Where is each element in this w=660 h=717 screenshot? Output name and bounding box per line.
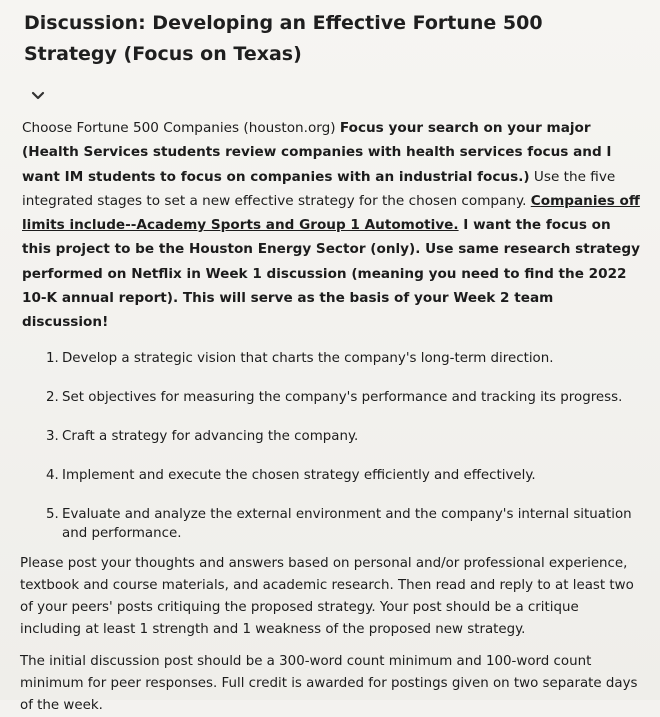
stages-list xyxy=(20,349,636,543)
list-item-number: 2. xyxy=(46,389,59,405)
list-item-text: Implement and execute the chosen strategy efficiently and effectively. xyxy=(62,467,536,483)
list-item-number: 3. xyxy=(46,428,59,444)
list-item xyxy=(46,505,636,543)
off-limits-text: Companies off limits include--Academy Sports and Group 1 Automotive. xyxy=(22,192,640,234)
word-count-requirements: The initial discussion post should be a 300-word count minimum and 100-word count minimum for peer responses. Full credit is awarded for postings given on two separate days of the week. xyxy=(20,653,638,713)
post-instructions: Please post your thoughts and answers based on personal and/or professional experience, textbook and course materials, and academic research. Then read and reply to at least two of your peers' posts critiquing the proposed strategy. Your post should be a critique including at least 1 strength and 1 weakness of the proposed new strategy. xyxy=(20,555,634,637)
prompt-houston-energy-text: I want the focus on this project to be the Houston Energy Sector (only). Use same research strategy performed on Netflix in Week 1 discussion (meaning you need to find the 2022 10-K annual report). This will serve as the basis of your Week 2 team discussion! xyxy=(22,217,640,331)
list-item xyxy=(46,427,636,446)
list-item-number: 5. xyxy=(46,506,59,522)
discussion-prompt xyxy=(22,116,642,335)
list-item xyxy=(46,466,636,485)
list-item-text: Set objectives for measuring the company's performance and tracking its progress. xyxy=(62,389,623,405)
chevron-down-icon[interactable] xyxy=(30,90,46,102)
list-item-number: 1. xyxy=(46,350,59,366)
list-item-number: 4. xyxy=(46,467,59,483)
prompt-text-2: Use the five integrated stages to set a new effective strategy for the chosen company. xyxy=(22,168,616,209)
list-item-text: Craft a strategy for advancing the company. xyxy=(62,428,359,444)
discussion-title: Discussion: Developing an Effective Fortune 500 Strategy (Focus on Texas) xyxy=(24,12,543,65)
list-item xyxy=(46,388,636,407)
list-item-text: Evaluate and analyze the external environment and the company's internal situation and performance. xyxy=(62,506,632,541)
list-item xyxy=(46,349,636,368)
prompt-text-1: Choose Fortune 500 Companies (houston.org) xyxy=(22,120,340,136)
prompt-focus-text: Focus your search on your major (Health Services students review companies with health services focus and I want IM students to focus on companies with an industrial focus.) xyxy=(22,120,612,185)
list-item-text: Develop a strategic vision that charts the company's long-term direction. xyxy=(62,350,554,366)
